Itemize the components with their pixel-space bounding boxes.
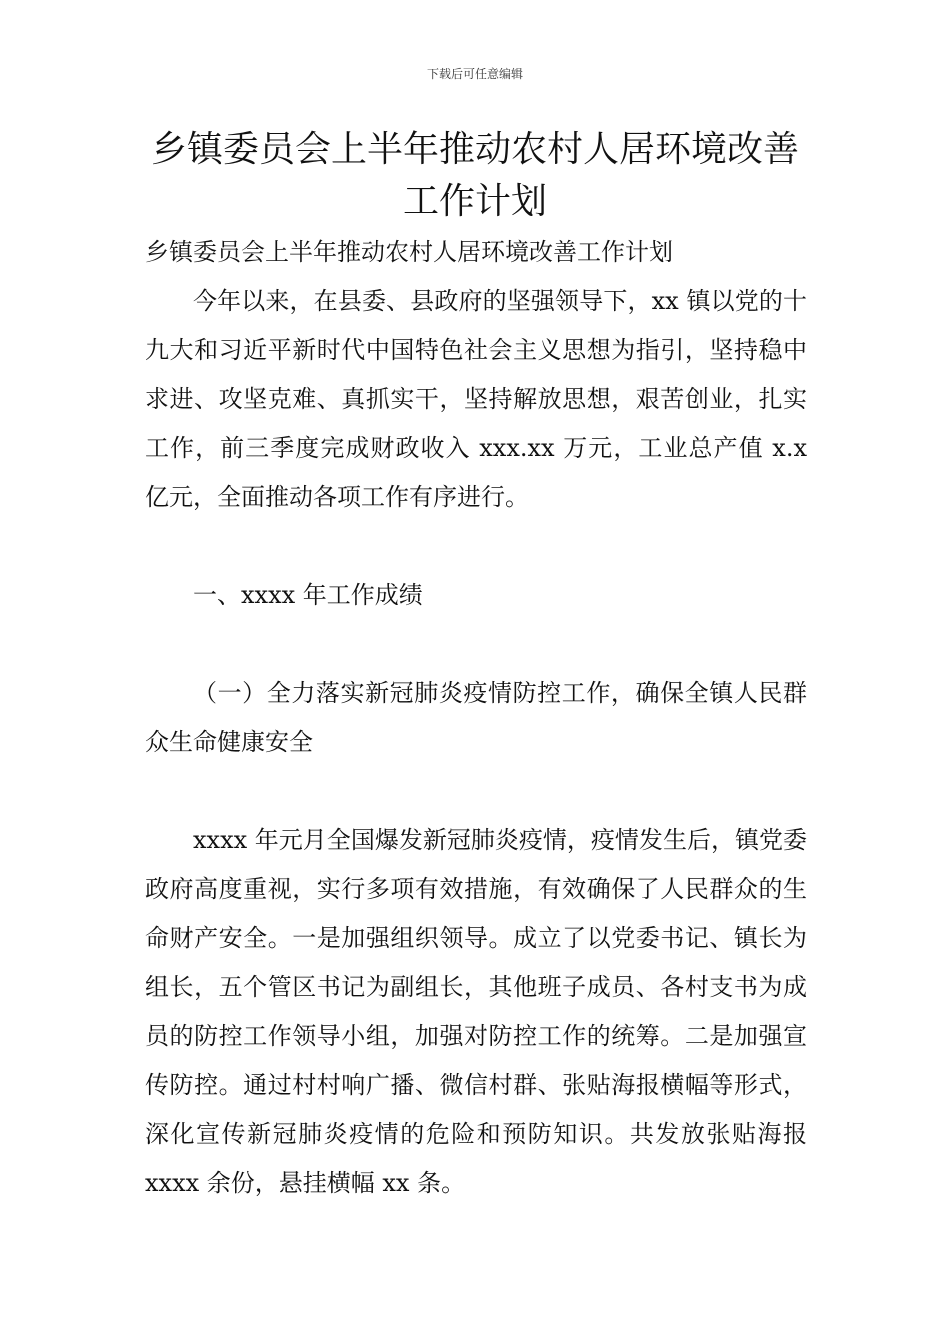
header-note: 下载后可任意编辑 bbox=[426, 67, 523, 81]
intro-paragraph: 今年以来，在县委、县政府的坚强领导下，xx 镇以党的十九大和习近平新时代中国特色社会主义思想为指引，坚持稳中求进、攻坚克难、真抓实干，坚持解放思想，艰苦创业，扎实工作，前三季度完成财政收入 xxx.xx 万元，工业总产值 x.x 亿元，全面推动各项工作有序进行。 bbox=[145, 287, 807, 511]
paragraph-gap bbox=[145, 522, 807, 571]
subsection-heading: （一）全力落实新冠肺炎疫情防控工作，确保全镇人民群众生命健康安全 bbox=[145, 679, 807, 756]
section-heading: 一、xxxx 年工作成绩 bbox=[193, 581, 423, 609]
document-subtitle: 乡镇委员会上半年推动农村人居环境改善工作计划 bbox=[145, 238, 673, 266]
document-body bbox=[145, 228, 807, 1208]
document-title: 乡镇委员会上半年推动农村人居环境改善工作计划 bbox=[150, 129, 799, 222]
paragraph-gap bbox=[145, 620, 807, 669]
paragraph-gap bbox=[145, 767, 807, 816]
body-paragraph: xxxx 年元月全国爆发新冠肺炎疫情，疫情发生后，镇党委政府高度重视，实行多项有效措施，有效确保了人民群众的生命财产安全。一是加强组织领导。成立了以党委书记、镇长为组长，五个管区书记为副组长，其他班子成员、各村支书为成员的防控工作领导小组，加强对防控工作的统筹。二是加强宣传防控。通过村村响广播、微信村群、张贴海报横幅等形式，深化宣传新冠肺炎疫情的危险和预防知识。共发放张贴海报 xxxx 余份，悬挂横幅 xx 条。 bbox=[145, 826, 807, 1197]
